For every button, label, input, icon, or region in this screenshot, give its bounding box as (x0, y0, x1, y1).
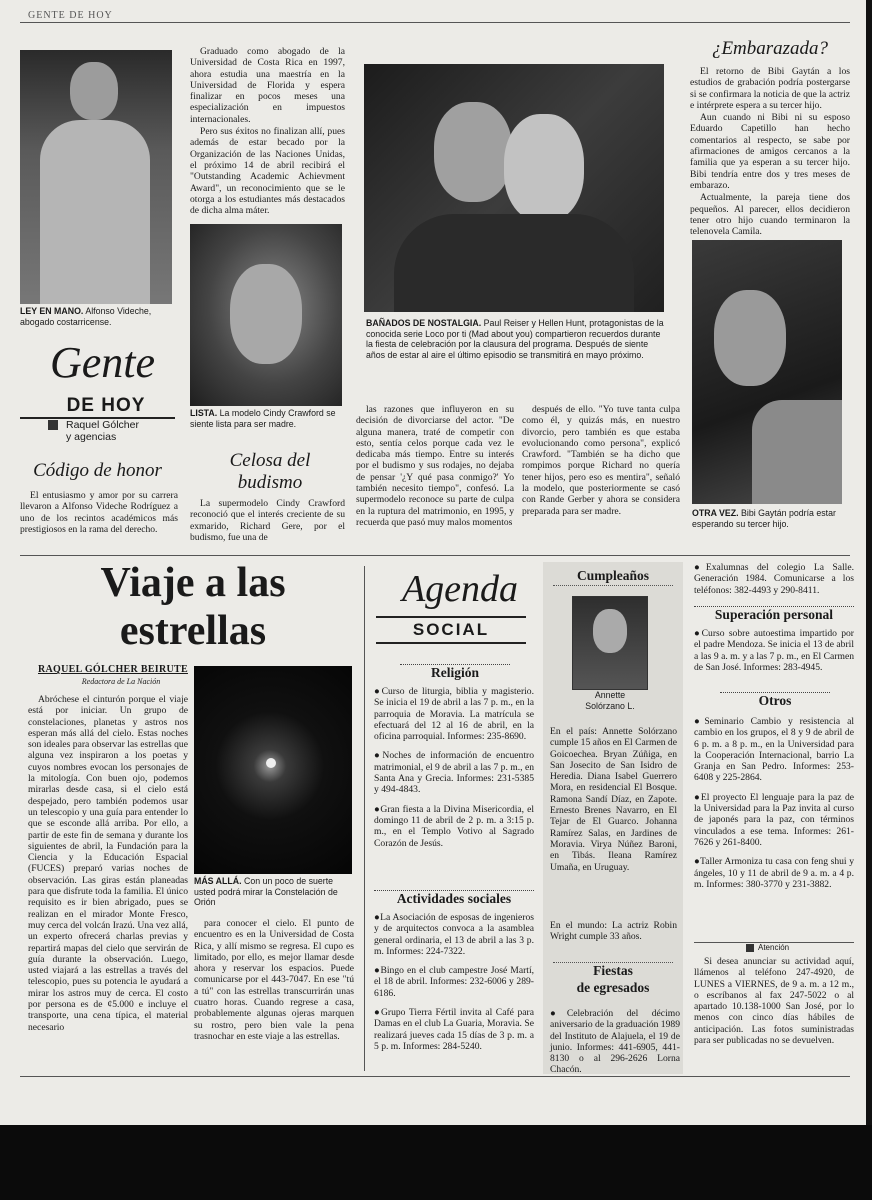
article-codigo-de-honor: El entusiasmo y amor por su carrera llevaron a Alfonso Videche Rodríguez a uno de los recintos académicos más prestigiosos en la rama del derecho. (20, 490, 178, 535)
heading-religion: Religión (400, 664, 510, 682)
photo-name-line2: Solórzano L. (585, 701, 635, 711)
article-celosa-start: La supermodelo Cindy Crawford reconoció que el interés creciente de su exmarido, Richard Gere, por el budismo, fue una de (190, 498, 345, 543)
agenda-superacion-list (694, 628, 854, 690)
article-videche-body: Graduado como abogado de la Universidad de Costa Rica en 1997, ahora estudia una maestría en la Universidad de Florida y espera finalizar en pocos meses una especialización en impuestos internacionales. Pero sus éxitos no finalizan allí, pues además de estar becado por la Organización de las Naciones Unidas, el próximo 14 de abril recibirá el "Outstanding Academic Achievment Award", un reconocimiento que se le otorga a los estudiantes más destacados de dicha alma máter. (190, 46, 345, 217)
byline-viaje: RAQUEL GÓLCHER BEIRUTE (38, 664, 188, 675)
agenda-item-cafe: ● Grupo Tierra Fértil invita al Café para Damas en el club La Guaria, Moravia. Se realizará jueves cada 15 días de 3 p. m. a 5 p. m. Informes: 284-5240. (374, 1007, 534, 1052)
cumpleanos-en-el-pais: En el país: Annette Solórzano cumple 15 años en El Carmen de Goicoechea. Bryan Zúñiga, en San Josecito de San Isidro de Heredia. Diana Isabel Guerrero Mora, en residencial El Bosque. Ramona Sandí Díaz, en Zapote. Ernesto Brenes Navarro, en El Tejar de El Guarco. Johanna Ramírez Salas, en Jardines de Moravia. Virya Núñez Baroni, en Tibás. Ileana Ramírez Umaña, en Uruguay. (550, 726, 677, 873)
scanner-background (0, 1125, 872, 1200)
photo-annette-solorzano (572, 596, 648, 690)
heading-superacion-personal: Superación personal (694, 606, 854, 624)
headline-celosa-line1: Celosa del (229, 450, 311, 471)
agenda-item-bingo: ● Bingo en el club campestre José Martí, el 18 de abril. Informes: 232-6006 y 289-6186. (374, 965, 534, 999)
agenda-item-encuentro: ● Noches de información de encuentro matrimonial, el 9 de abril a las 7 p. m., en Santa Ana y Grecia. Informes: 231-5385 y 494-4843. (374, 750, 534, 795)
agenda-item-feng-shui: ● Taller Armoniza tu casa con feng shui y ángeles, 10 y 11 de abril de 9 a. m. a 4 p. m. Informes: 380-3770 y 231-3882. (694, 856, 854, 890)
heading-otros: Otros (720, 692, 830, 710)
article-celosa-col-b: después de ello. "Yo tuve tanta culpa como él, y quizás más, en nuestro divorcio, pero también es que estaba evolucionando como persona", explicó Crawford. "También se ha dicho que rompimos porque Richard no quería tener hijos, pero eso es mentira", señaló la modelo, que posteriormente se casó con Rande Gerber y ahora se considera preparada para ser madre. (522, 404, 680, 517)
headline-viaje-line2: estrellas (119, 608, 267, 654)
bottom-rule (20, 1076, 850, 1077)
photo-bibi-gaytan (692, 240, 842, 504)
agenda-rule-bottom (376, 642, 526, 644)
heading-cumpleanos: Cumpleaños (553, 568, 673, 586)
agenda-item-lenguaje-paz: ● El proyecto El lenguaje para la paz de la Universidad para la Paz invita al curso de japonés para la paz, con términos vinculados a ese tema. Informes: 261-7626 y 261-8400. (694, 792, 854, 848)
agenda-item-misericordia: ● Gran fiesta a la Divina Misericordia, el domingo 11 de abril de 2 p. m. a 3:15 p. m., en el Templo Votivo al Sagrado Corazón de Jesús. (374, 804, 534, 849)
headline-viaje-line1: Viaje a las (100, 560, 286, 606)
masthead-remnant: GENTE DE HOY (28, 10, 113, 21)
byline-viaje-sub: Redactora de La Nación (81, 677, 161, 686)
heading-actividades-sociales: Actividades sociales (374, 890, 534, 908)
cumpleanos-en-el-mundo: En el mundo: La actriz Robin Wright cumple 33 años. (550, 920, 677, 943)
photo-caption-gaytan: OTRA VEZ. Bibi Gaytán podría estar esperando su tercer hijo. (692, 508, 836, 529)
top-rule (20, 22, 850, 23)
agenda-otros-list (694, 716, 854, 936)
headline-embarazada: ¿Embarazada? (711, 38, 829, 59)
headline-codigo-de-honor: Código de honor (33, 460, 162, 481)
byline-square-icon (48, 420, 58, 430)
atencion-square-icon (746, 944, 754, 952)
photo-caption-videche: LEY EN MANO. Alfonso Videche, abogado costarricense. (20, 306, 152, 327)
photo-caption-crawford: LISTA. La modelo Cindy Crawford se siente lista para ser madre. (190, 408, 336, 429)
photo-orion-constellation (194, 666, 352, 874)
photo-reiser-hunt (364, 64, 664, 312)
article-embarazada: El retorno de Bibi Gaytán a los estudios de grabación podría postergarse si se confirmara la noticia de que la actriz e intérprete espera a su tercer hijo. Aun cuando ni Bibi ni su esposo Eduardo Capetillo han hecho comentarios al respecto, se sabe por afirmaciones de amigos cercanos a la familia que ya esperan a su tercer hijo. Bibi tendría entre dos y tres meses de embarazo. Actualmente, la pareja tiene dos pequeños. Al parecer, ellos decidieron tener otro hijo cuando terminaron la telenovela Camila. (690, 66, 850, 238)
agenda-religion-list (374, 686, 534, 882)
heading-fiestas-line1: Fiestas (553, 962, 673, 980)
agenda-item-asociacion: ● La Asociación de esposas de ingenieros y de arquitectos convoca a la asamblea general ordinaria, el 13 de abril a las 3 p. m. Informes: 224-7322. (374, 912, 534, 957)
photo-name-line1: Annette (594, 690, 626, 700)
agenda-sociales-list (374, 912, 534, 1072)
photo-alfonso-videche (20, 50, 172, 304)
section-divider (20, 555, 850, 556)
photo-caption-orion: MÁS ALLÁ. Con un poco de suerte usted podrá mirar la Constelación de Orión (194, 876, 338, 907)
heading-fiestas-line2: de egresados (576, 980, 650, 995)
byline-author: Raquel Gólcher (66, 419, 139, 431)
article-viaje-col1: Abróchese el cinturón porque el viaje está por iniciar. Un grupo de constelaciones, planetas y astros nos esperan más allá del cielo. Estas noches son ideales para observar las estrellas que alguna vez inspiraron a los poetas y cuyos nombres evocan los personajes de la mitología. Con buen ojo, podemos mirarlas desde casa, si el cielo está despejado, pero también podemos usar un telescopio y una guía para entender lo que se esconde allá arriba. Por ello, a partir de este fin de semana y durante los siguientes de abril, la Fundación para la Ciencia y la Educación Espacial (FUCES) preparó varias noches de observación. Las giras están planeadas para que disfrute toda la familia. El único requisito es ir bien abrigado, pues se realizan en el mirador Monte Fresco, muy cerca del volcán Irazú. Una vez allá, un experto ofrecerá charlas previas y repartirá mapas del cielo que servirán de guía durante la observación. Luego, usted viajará a las estrellas a través del telescopio, pues su potencia le ayudará a mirar los astros muy de cerca. El costo por persona es de ¢5.000 e incluye el transporte, una cena típica, el material necesario (28, 694, 188, 1033)
article-celosa-col-a: las razones que influyeron en su decisión de divorciarse del actor. "De alguna manera, traté de competir con esto, sentía celos porque cada vez le dedicaba más tiempo. Entre su interés por el budismo y sus rodajes, no dejaba de pensar '¿Y qué pasa conmigo?' Yo también necesito tiempo", confesó. La supermodelo reconoce su parte de culpa en la ruptura del matrimonio, en 1995, y recuerda que pasó muy malos momentos (356, 404, 514, 528)
headline-celosa-line2: budismo (237, 472, 303, 493)
photo-cindy-crawford (190, 224, 342, 406)
agenda-item-liturgia: ● Curso de liturgia, biblia y magisterio. Se inicia el 19 de abril a las 7 p. m., en la parroquia de Moravia. La matrícula se efectuará del 12 al 16 de abril, en la oficina parroquial. Informes: 235-8690. (374, 686, 534, 742)
agenda-exalumnas: ● Exalumnas del colegio La Salle. Generación 1984. Comunicarse a los teléfonos: 382-4493 y 290-8411. (694, 562, 854, 602)
atencion-notice: Si desea anunciar su actividad aquí, llámenos al teléfono 247-4920, de LUNES a VIERNES, de 9 a. m. a 12 m., o escríbanos al fax 247-5022 o al apartado 10.138-1000 San José, por lo menos con cinco días hábiles de anticipación. Las fotos suministradas para ser publicadas no se devuelven. (694, 956, 854, 1047)
atencion-label: Atención (758, 943, 790, 952)
fiesta-item-graduacion: ● Celebración del décimo aniversario de la graduación 1989 del Instituto de Alajuela, el 19 de junio. Informes: 441-6905, 441-8130 o al 296-2626 Lorna Chacón. (550, 1008, 680, 1076)
agenda-item-seminario: ● Seminario Cambio y resistencia al cambio en los grupos, el 8 y 9 de abril de 6 p. m. a 8 p. m., en la Universidad para la Cooperación Internacional, barrio La Granja en San Pedro. Informes: 253-6408 y 225-2864. (694, 716, 854, 784)
agenda-logo-social: SOCIAL (412, 620, 490, 639)
section-logo-de-hoy: DE HOY (66, 395, 146, 416)
fiestas-list (550, 1008, 680, 1076)
article-viaje-col2: para conocer el cielo. El punto de encuentro es en la Universidad de Costa Rica, y allí mismo se regresa. El cupo es limitado, por ello, es mejor llamar desde ahora y reservar los espacios. Puede comunicarse por el 443-7047. En ese "tú a tú" con las estrellas transcurrirán unas cuatro horas. Cuando regrese a casa, probablemente algunas ojeras marquen su rostro, pero bien vale la pena trasnochar en este viaje a las estrellas. (194, 918, 354, 1042)
byline-agencies: y agencias (66, 431, 117, 443)
agenda-item-autoestima: ● Curso sobre autoestima impartido por el padre Mendoza. Se inicia el 13 de abril a las 9 a. m. y a las 7 p. m., en El Carmen de San José. Informes: 283-4945. (694, 628, 854, 673)
agenda-logo: Agenda (401, 568, 519, 610)
photo-caption-reiser-hunt: BAÑADOS DE NOSTALGIA. Paul Reiser y Hellen Hunt, protagonistas de la conocida serie Loco por ti (Mad about you) compartieron recuerdos durante la fiesta de celebración por la clausura del programa. Después de siente años de estar al aire el último episodio se transmitirá en mayo próximo. (366, 318, 664, 360)
section-logo-gente: Gente (50, 338, 156, 387)
agenda-rule-top (376, 616, 526, 618)
column-rule-1 (364, 566, 365, 1071)
